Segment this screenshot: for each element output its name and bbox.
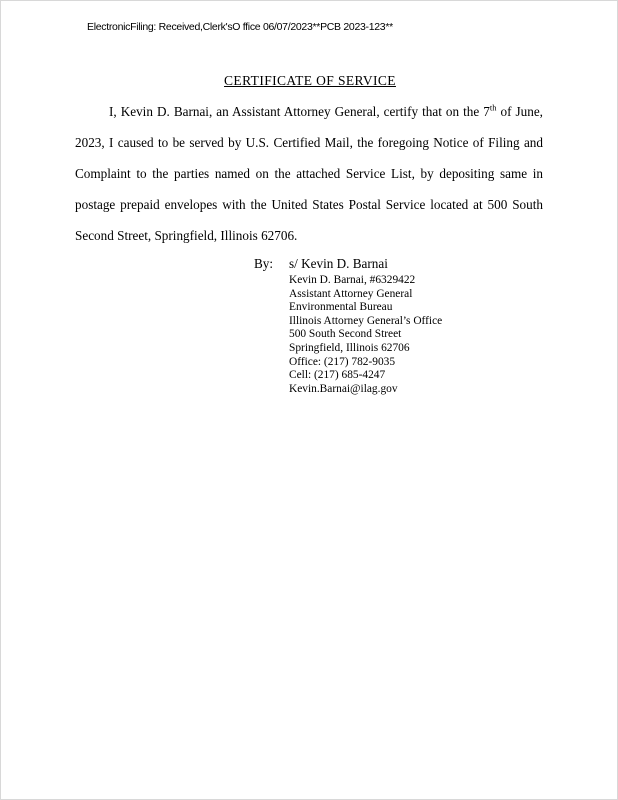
ordinal-suffix: th bbox=[489, 102, 497, 113]
signature-detail-line: Springfield, Illinois 62706 bbox=[289, 341, 410, 354]
paragraph-part-one: I, Kevin D. Barnai, an Assistant Attorney General, certify that on the 7 bbox=[109, 104, 490, 119]
signature-detail-line: Kevin.Barnai@ilag.gov bbox=[289, 382, 398, 395]
signature-detail-line: 500 South Second Street bbox=[289, 328, 402, 341]
page-title-text: CERTIFICATE OF SERVICE bbox=[224, 73, 396, 88]
signature-detail-line: Office: (217) 782-9035 bbox=[289, 355, 396, 368]
signature-by-label: By: bbox=[254, 256, 274, 271]
certificate-paragraph bbox=[75, 96, 543, 251]
signature-detail-line: Kevin D. Barnai, #6329422 bbox=[289, 274, 416, 286]
signature-line: s/ Kevin D. Barnai bbox=[289, 256, 388, 271]
signature-detail-line: Illinois Attorney General’s Office bbox=[289, 314, 443, 327]
signature-detail-line: Environmental Bureau bbox=[289, 301, 393, 314]
page-title bbox=[1, 73, 618, 89]
paragraph-part-two: of June, 2023, I caused to be served by U.S. Certified Mail, the foregoing Notice of Filing and Complaint to the parties named on the attached Service List, by depositing same in postage prepaid envelopes with the United States Postal Service located at 500 South Second Street, Springfield, Illinois 62706. bbox=[75, 104, 543, 243]
signature-detail-line: Cell: (217) 685-4247 bbox=[289, 369, 386, 382]
signature-block bbox=[254, 256, 584, 274]
signature-details bbox=[289, 274, 618, 396]
electronic-filing-stamp: ElectronicFiling: Received,Clerk'sO ffice 06/07/2023**PCB 2023-123** bbox=[87, 21, 393, 33]
signature-row bbox=[254, 256, 584, 274]
signature-detail-line: Assistant Attorney General bbox=[289, 287, 413, 300]
